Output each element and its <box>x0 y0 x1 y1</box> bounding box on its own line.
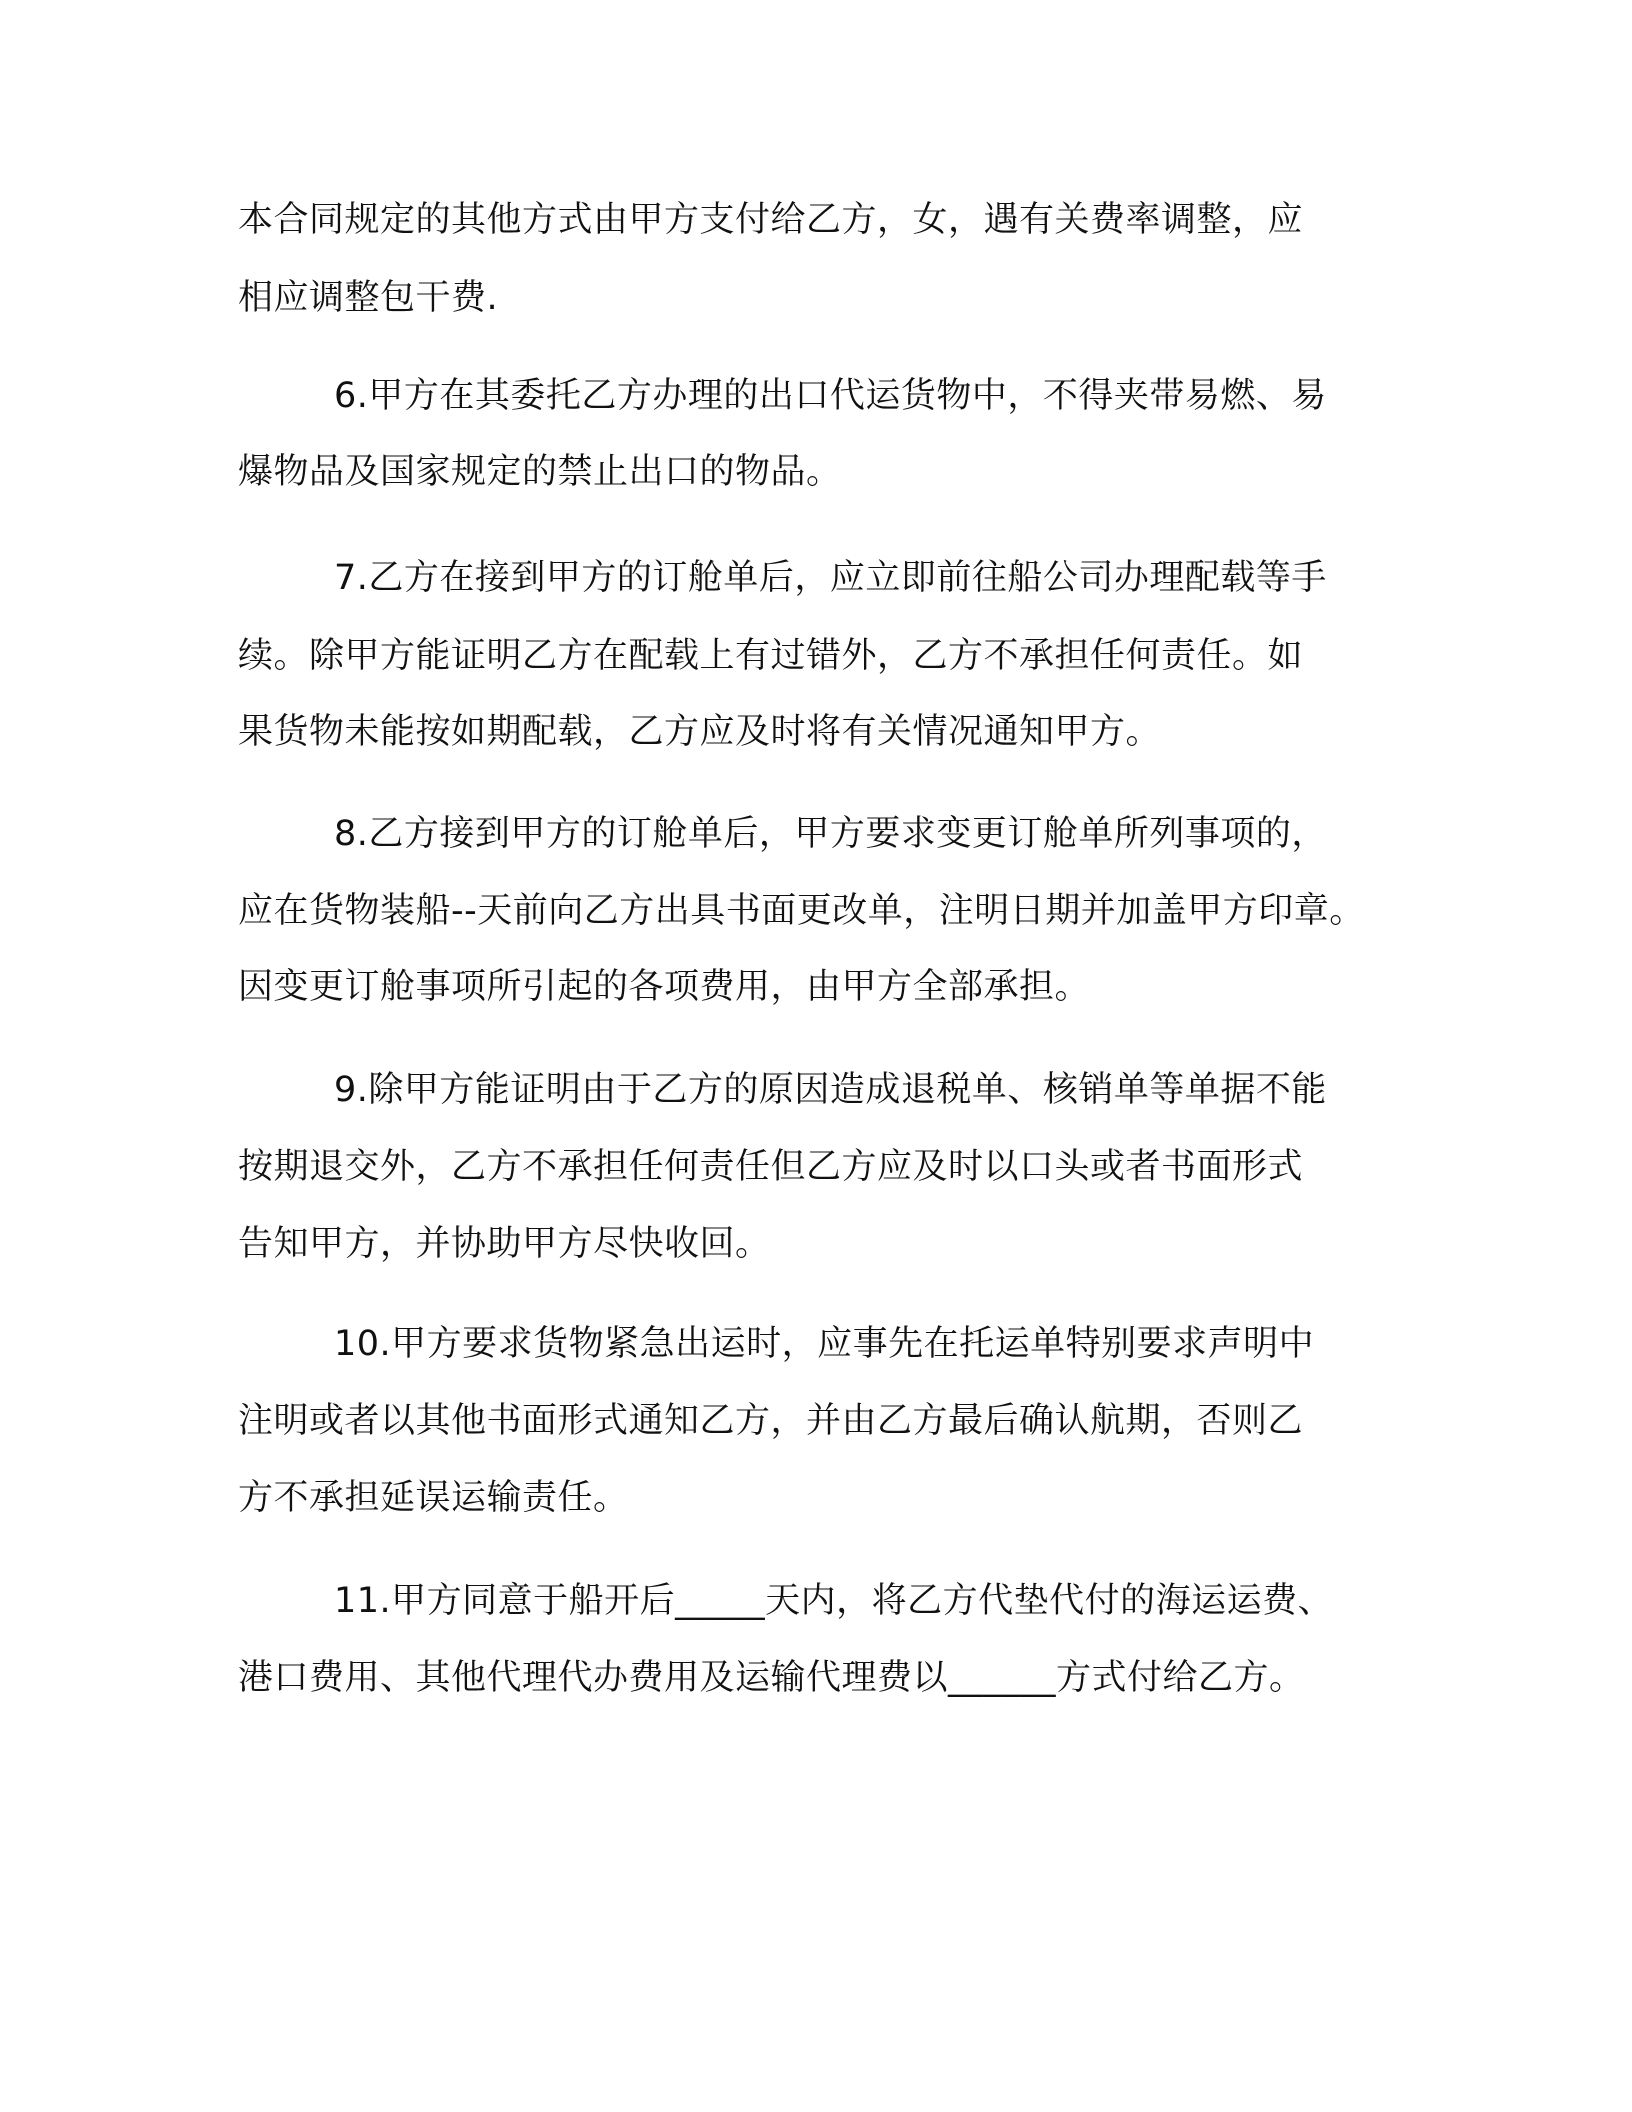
text-line: 应在货物装船--天前向乙方出具书面更改单，注明日期并加盖甲方印章。 <box>238 891 1365 931</box>
text-line: 告知甲方，并协助甲方尽快收回。 <box>238 1224 771 1264</box>
text-line: 港口费用、其他代理代办费用及运输代理费以______方式付给乙方。 <box>238 1658 1305 1698</box>
text-line: 10.甲方要求货物紧急出运时，应事先在托运单特别要求声明中 <box>334 1324 1315 1364</box>
text-line: 相应调整包干费. <box>238 278 499 318</box>
text-line: 爆物品及国家规定的禁止出口的物品。 <box>238 452 842 492</box>
text-line: 9.除甲方能证明由于乙方的原因造成退税单、核销单等单据不能 <box>334 1070 1327 1110</box>
text-line: 续。除甲方能证明乙方在配载上有过错外，乙方不承担任何责任。如 <box>238 636 1304 676</box>
text-line: 7.乙方在接到甲方的订舱单后，应立即前往船公司办理配载等手 <box>334 558 1327 598</box>
text-line: 因变更订舱事项所引起的各项费用，由甲方全部承担。 <box>238 967 1091 1007</box>
text-line: 方不承担延误运输责任。 <box>238 1478 629 1518</box>
text-line: 11.甲方同意于船开后_____天内，将乙方代垫代付的海运运费、 <box>334 1581 1334 1621</box>
text-line: 注明或者以其他书面形式通知乙方，并由乙方最后确认航期，否则乙 <box>238 1401 1304 1441</box>
text-line: 果货物未能按如期配载，乙方应及时将有关情况通知甲方。 <box>238 712 1162 752</box>
text-line: 8.乙方接到甲方的订舱单后，甲方要求变更订舱单所列事项的， <box>334 814 1327 854</box>
text-line: 本合同规定的其他方式由甲方支付给乙方，女，遇有关费率调整，应 <box>238 200 1304 240</box>
text-line: 6.甲方在其委托乙方办理的出口代运货物中，不得夹带易燃、易 <box>334 376 1327 416</box>
text-line: 按期退交外，乙方不承担任何责任但乙方应及时以口头或者书面形式 <box>238 1147 1304 1187</box>
